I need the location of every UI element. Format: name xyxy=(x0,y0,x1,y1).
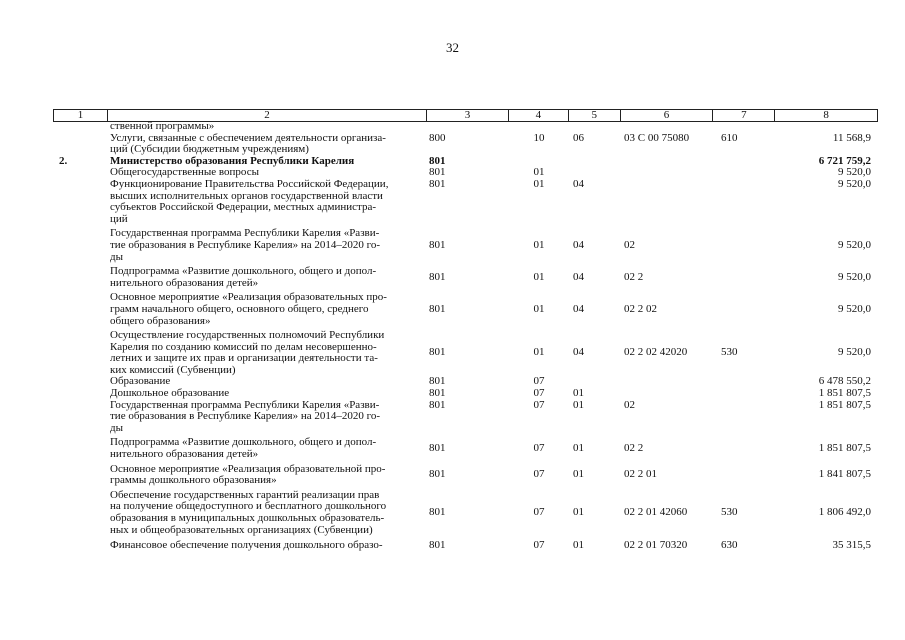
amount-value: 9 520,0 xyxy=(838,166,871,179)
row-number: 2. xyxy=(59,154,68,167)
column-header-4: 4 xyxy=(509,110,569,121)
description-line: на получение общедоступного и бесплатного дошкольного xyxy=(110,500,387,513)
ministry-code: 801 xyxy=(429,506,446,519)
row-description xyxy=(107,266,427,289)
row-description xyxy=(107,228,427,263)
subsection-code: 04 xyxy=(573,238,584,251)
description-line: Функционирование Правительства Российской Федерации, xyxy=(110,177,389,190)
target-article-code: 02 2 01 42060 xyxy=(624,506,688,519)
subsection-code: 01 xyxy=(573,468,584,481)
description-line: Дошкольное образование xyxy=(110,387,230,400)
row-description xyxy=(107,540,427,552)
section-code: 07 xyxy=(533,398,545,411)
ministry-code: 801 xyxy=(429,177,446,190)
description-line: Осуществление государственных полномочий Республики xyxy=(110,329,385,342)
expense-type-code xyxy=(714,464,776,470)
expense-type-code: 530 xyxy=(721,506,738,519)
ministry-code: 801 xyxy=(429,346,446,359)
ministry-code: 801 xyxy=(429,387,446,400)
amount-value: 1 851 807,5 xyxy=(818,398,871,411)
page-number: 32 xyxy=(446,40,459,55)
table-row xyxy=(53,388,878,400)
description-line: ных и общеобразовательных организациях (Субвенции) xyxy=(110,523,373,536)
description-line: ких комиссий (Субвенции) xyxy=(110,363,236,376)
subsection-code: 04 xyxy=(573,302,584,315)
amount-value: 35 315,5 xyxy=(832,539,871,552)
target-article-code: 02 2 02 42020 xyxy=(624,346,688,359)
description-line: Финансовое обеспечение получения дошкольного образо- xyxy=(110,539,383,552)
target-article-code: 03 С 00 75080 xyxy=(624,131,690,144)
description-line: ды xyxy=(110,421,123,434)
description-line: общего образования» xyxy=(110,314,211,327)
description-line: Государственная программа Республики Карелия «Разви- xyxy=(110,398,380,411)
subsection-code: 01 xyxy=(573,398,584,411)
target-article-code: 02 2 xyxy=(624,442,644,455)
table-row xyxy=(53,121,878,133)
table-row xyxy=(53,179,878,225)
description-line: Общегосударственные вопросы xyxy=(110,166,259,179)
column-header-6: 6 xyxy=(621,110,714,121)
target-article-code: 02 2 xyxy=(624,270,644,283)
subsection-code: 04 xyxy=(573,270,584,283)
row-description xyxy=(107,388,427,400)
amount-value: 9 520,0 xyxy=(838,177,871,190)
section-code: 01 xyxy=(533,270,545,283)
table-row xyxy=(53,490,878,536)
amount-value: 1 851 807,5 xyxy=(818,387,871,400)
description-line: высших исполнительных органов государственной власти xyxy=(110,189,383,202)
row-description xyxy=(107,400,427,435)
subsection-code: 01 xyxy=(573,539,584,552)
description-line: Подпрограмма «Развитие дошкольного, общего и допол- xyxy=(110,436,377,449)
ministry-code: 801 xyxy=(429,375,446,388)
subsection-code: 04 xyxy=(573,177,584,190)
amount-value: 1 806 492,0 xyxy=(818,506,871,519)
row-description xyxy=(107,292,427,327)
ministry-code: 801 xyxy=(429,442,446,455)
expense-type-code: 610 xyxy=(721,131,738,144)
table-row xyxy=(53,228,878,263)
description-line: тие образования в Республике Карелия» на 2014–2020 го- xyxy=(110,238,381,251)
description-line: Обеспечение государственных гарантий реализации прав xyxy=(110,488,380,501)
description-line: грамм начального общего, основного общего, среднего xyxy=(110,302,369,315)
ministry-code: 801 xyxy=(429,398,446,411)
amount-value: 9 520,0 xyxy=(838,238,871,251)
description-line: Подпрограмма «Развитие дошкольного, общего и допол- xyxy=(110,265,377,278)
description-line: нительного образования детей» xyxy=(110,276,259,289)
section-code: 01 xyxy=(533,166,545,179)
amount-value: 9 520,0 xyxy=(838,302,871,315)
column-header-5: 5 xyxy=(569,110,621,121)
amount-value: 6 478 550,2 xyxy=(818,375,871,388)
row-description xyxy=(107,464,427,487)
amount-value: 6 721 759,2 xyxy=(818,154,871,167)
table-row xyxy=(53,540,878,552)
description-line: Образование xyxy=(110,375,171,388)
amount-value: 1 851 807,5 xyxy=(818,442,871,455)
description-line: граммы дошкольного образования» xyxy=(110,474,277,487)
section-code: 07 xyxy=(533,375,545,388)
expense-type-code xyxy=(714,292,776,304)
expense-type-code: 630 xyxy=(721,539,738,552)
column-header-3: 3 xyxy=(427,110,509,121)
section-code: 01 xyxy=(533,238,545,251)
description-line: ций xyxy=(110,212,128,225)
description-line: Услуги, связанные с обеспечением деятельности организа- xyxy=(110,131,386,144)
subsection-code: 06 xyxy=(573,131,584,144)
subsection-code: 04 xyxy=(573,346,584,359)
ministry-code: 800 xyxy=(429,131,446,144)
column-header-1: 1 xyxy=(54,110,108,121)
description-line: субъектов Российской Федерации, местных администра- xyxy=(110,201,377,214)
amount-value: 1 841 807,5 xyxy=(818,468,871,481)
description-line: летних и защите их прав и организации деятельности та- xyxy=(110,352,378,365)
ministry-code: 801 xyxy=(429,539,446,552)
table-row xyxy=(53,133,878,156)
expense-type-code xyxy=(714,437,776,443)
table-row xyxy=(53,400,878,435)
target-article-code: 02 2 02 xyxy=(624,302,657,315)
subsection-code: 01 xyxy=(573,442,584,455)
description-line: тие образования в Республике Карелия» на 2014–2020 го- xyxy=(110,410,381,423)
section-code: 07 xyxy=(533,442,545,455)
description-line: образования в муниципальных дошкольных образователь- xyxy=(110,512,385,524)
target-article-code: 02 2 01 xyxy=(624,468,657,481)
description-line: Основное мероприятие «Реализация образовательной про- xyxy=(110,462,386,475)
section-code: 07 xyxy=(533,387,545,400)
amount-value: 9 520,0 xyxy=(838,346,871,359)
expense-type-code xyxy=(714,228,776,240)
ministry-code: 801 xyxy=(429,166,446,179)
subsection-code: 01 xyxy=(573,387,584,400)
row-description xyxy=(107,121,427,133)
target-article-code: 02 xyxy=(624,398,635,411)
description-line: ды xyxy=(110,250,123,263)
row-description xyxy=(107,330,427,376)
description-line: ций (Субсидии бюджетным учреждениям) xyxy=(110,143,309,156)
row-description xyxy=(107,490,427,536)
row-description xyxy=(107,437,427,460)
description-line: нительного образования детей» xyxy=(110,448,259,461)
amount-value: 11 568,9 xyxy=(832,131,871,144)
section-code: 01 xyxy=(533,346,545,359)
expense-type-code xyxy=(714,266,776,272)
ministry-code: 801 xyxy=(429,270,446,283)
ministry-code: 801 xyxy=(429,302,446,315)
expense-type-code: 530 xyxy=(721,346,738,359)
section-code: 01 xyxy=(533,177,545,190)
section-code: 10 xyxy=(533,131,545,144)
table-row xyxy=(53,266,878,289)
table-row xyxy=(53,464,878,487)
section-code: 07 xyxy=(533,539,545,552)
column-header-8: 8 xyxy=(823,109,829,121)
description-line: Основное мероприятие «Реализация образовательных про- xyxy=(110,291,387,304)
target-article-code: 02 2 01 70320 xyxy=(624,539,688,552)
target-article-code: 02 xyxy=(624,238,635,251)
column-header-7: 7 xyxy=(713,110,775,121)
description-line: ственной программы» xyxy=(110,120,215,132)
ministry-code: 801 xyxy=(429,238,446,251)
row-description xyxy=(107,179,427,225)
section-code: 07 xyxy=(533,468,545,481)
table-row xyxy=(53,292,878,327)
amount-value: 9 520,0 xyxy=(838,270,871,283)
row-description xyxy=(107,133,427,156)
description-line: Министерство образования Республики Карелия xyxy=(110,154,355,167)
section-code: 07 xyxy=(533,506,545,519)
ministry-code: 801 xyxy=(429,154,446,167)
description-line: Государственная программа Республики Карелия «Разви- xyxy=(110,227,380,240)
subsection-code: 01 xyxy=(573,506,584,519)
table-row xyxy=(53,330,878,376)
budget-table xyxy=(53,121,878,552)
column-header-2: 2 xyxy=(108,110,427,121)
ministry-code: 801 xyxy=(429,468,446,481)
table-row xyxy=(53,437,878,460)
section-code: 01 xyxy=(533,302,545,315)
description-line: Карелия по созданию комиссий по делам несовершенно- xyxy=(110,340,377,353)
